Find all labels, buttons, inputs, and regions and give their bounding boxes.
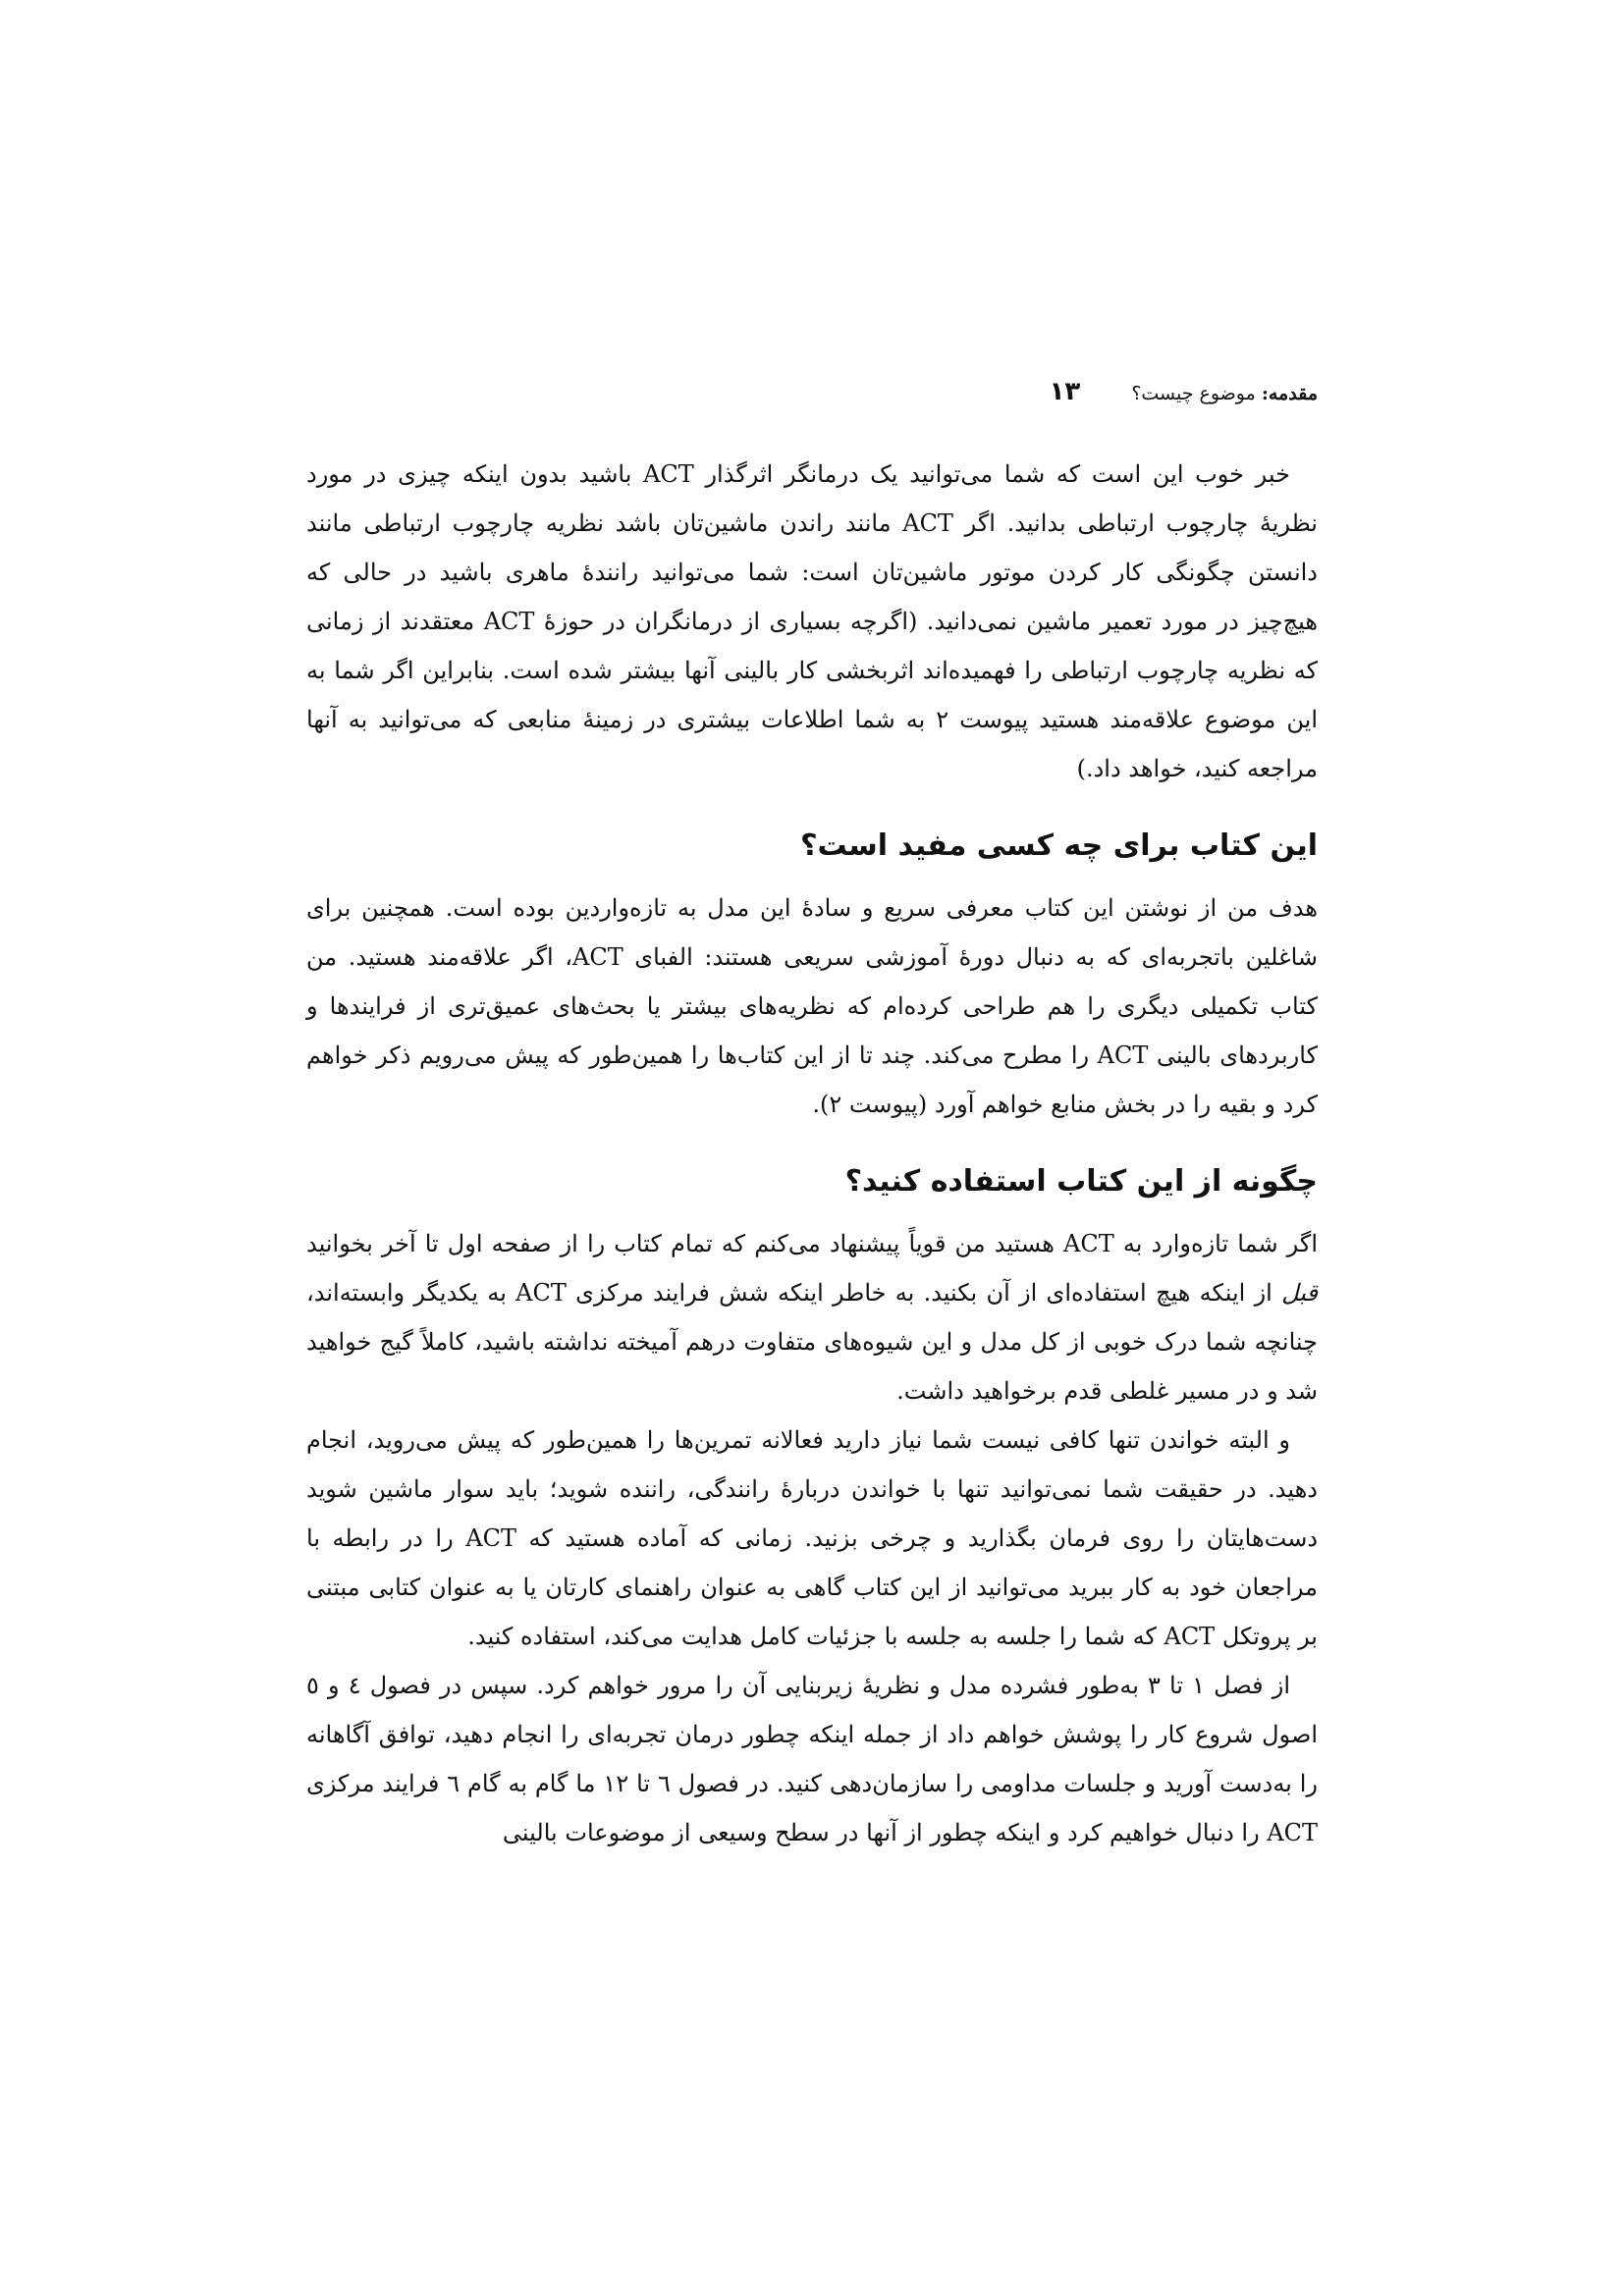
page-body	[306, 450, 1318, 1857]
section-usage-paragraph-1	[306, 1219, 1318, 1415]
header-label-bold: مقدمه:	[1261, 383, 1318, 404]
section-audience-paragraph: هدف من از نوشتن این کتاب معرفی سریع و سادهٔ این مدل به تازه‌واردین بوده است. همچنین برای شاغلین باتجربه‌ای که به دنبال دورهٔ آموزشی سریعی هستند: الفبای ACT، اگر علاقه‌مند هستید. من کتاب تکمیلی دیگری را هم طراحی کرده‌ام که نظریه‌های بیشتر یا بحث‌های عمیق‌تری از فرایندها و کاربردهای بالینی ACT را مطرح می‌کند. چند تا از این کتاب‌ها را همین‌طور که پیش می‌رویم ذکر خواهم کرد و بقیه را در بخش منابع خواهم آورد (پیوست ۲).	[306, 894, 1319, 1118]
running-header	[306, 377, 1318, 416]
usage-paragraph-1-part-a: اگر شما تازه‌وارد به ACT هستید من قویاً پیشنهاد می‌کنم که تمام کتاب را از صفحه اول تا آخر بخوانید	[306, 1230, 1319, 1257]
section-usage-paragraph-2: و البته خواندن تنها کافی نیست شما نیاز دارید فعالانه تمرین‌ها را همین‌طور که پیش می‌روید، انجام دهید. در حقیقت شما نمی‌توانید تنها با خواندن دربارهٔ رانندگی، راننده شوید؛ باید سوار ماشین شوید دست‌هایتان را روی فرمان بگذارید و چرخی بزنید. زمانی که آماده هستید که ACT را در رابطه با مراجعان خود به کار ببرید می‌توانید از این کتاب گاهی به عنوان راهنمای کارتان یا به عنوان کتابی مبتنی بر پروتکل ACT که شما را جلسه به جلسه با جزئیات کامل هدایت می‌کند، استفاده کنید.	[306, 1426, 1319, 1650]
section-usage-paragraph-3: از فصل ۱ تا ۳ به‌طور فشرده مدل و نظریهٔ زیربنایی آن را مرور خواهم کرد. سپس در فصول ٤ و ٥ اصول شروع کار را پوشش خواهم داد از جمله اینکه چطور درمان تجربه‌ای را انجام دهید، توافق آگاهانه را به‌دست آورید و جلسات مداومی را سازمان‌دهی کنید. در فصول ٦ تا ۱۲ ما گام به گام ٦ فرایند مرکزی ACT را دنبال خواهیم کرد و اینکه چطور از آنها در سطح وسیعی از موضوعات بالینی	[306, 1672, 1319, 1846]
usage-paragraph-1-emphasis: قبل	[1281, 1279, 1318, 1307]
header-label-rest: موضوع چیست؟	[1131, 383, 1256, 404]
intro-paragraph: خبر خوب این است که شما می‌توانید یک درمانگر اثرگذار ACT باشید بدون اینکه چیزی در مورد نظریهٔ چارچوب ارتباطی بدانید. اگر ACT مانند راندن ماشین‌تان باشد نظریه چارچوب ارتباطی مانند دانستن چگونگی کار کردن موتور ماشین‌تان است: شما می‌توانید رانندهٔ ماهری باشید در حالی که هیچ‌چیز در مورد تعمیر ماشین نمی‌دانید. (اگرچه بسیاری از درمانگران در حوزهٔ ACT معتقدند از زمانی که نظریه چارچوب ارتباطی را فهمیده‌اند اثربخشی کار بالینی آنها بیشتر شده است. بنابراین اگر شما به این موضوع علاقه‌مند هستید پیوست ۲ به شما اطلاعات بیشتری در زمینهٔ منابعی که می‌توانید به آنها مراجعه کنید، خواهد داد.)	[306, 460, 1318, 782]
usage-paragraph-1-part-b: از اینکه هیچ استفاده‌ای از آن بکنید. به خاطر اینکه شش فرایند مرکزی ACT به یکدیگر وابسته‌اند، چنانچه شما درک خوبی از کل مدل و این شیوه‌های متفاوت درهم آمیخته نداشته باشید، کاملاً گیج خواهید شد و در مسیر غلطی قدم برخواهید داشت.	[306, 1279, 1318, 1405]
page-number: ۱۳	[1049, 377, 1081, 406]
section-heading-audience: این کتاب برای چه کسی مفید است؟	[800, 828, 1318, 863]
header-title	[1131, 383, 1318, 404]
section-heading-usage: چگونه از این کتاب استفاده کنید؟	[844, 1164, 1318, 1199]
